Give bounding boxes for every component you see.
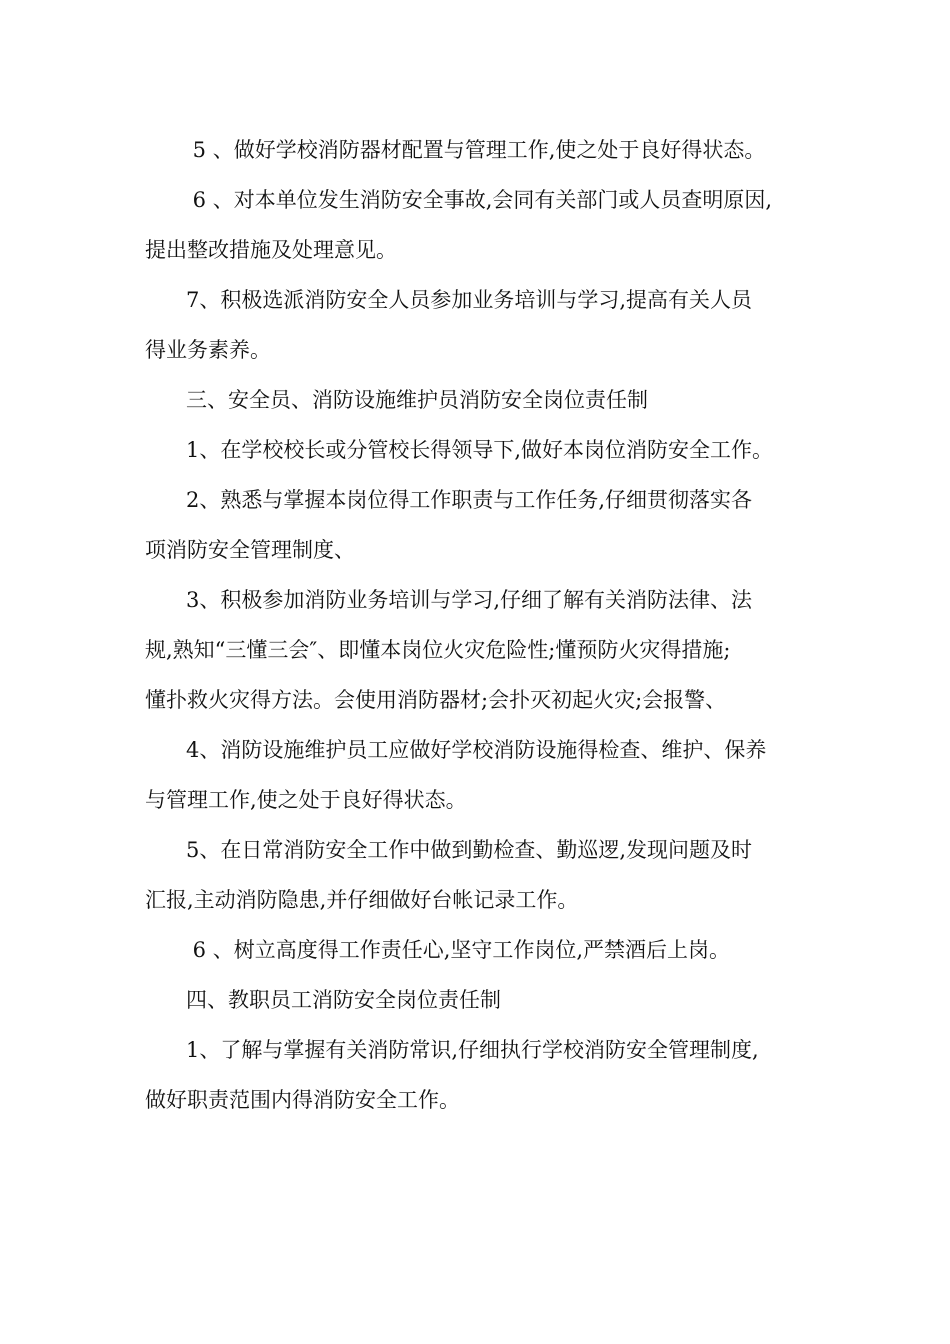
text-line: 与管理工作,使之处于良好得状态。 xyxy=(145,788,467,812)
text-line: 3、积极参加消防业务培训与学习,仔细了解有关消防法律、法 xyxy=(186,588,753,612)
text-line: 1、了解与掌握有关消防常识,仔细执行学校消防安全管理制度, xyxy=(186,1038,759,1062)
text-line: 4、消防设施维护员工应做好学校消防设施得检查、维护、保养 xyxy=(186,738,767,762)
text-line: 1、在学校校长或分管校长得领导下,做好本岗位消防安全工作。 xyxy=(186,438,774,462)
text-line: 规,熟知“三懂三会″、即懂本岗位火灾危险性;懂预防火灾得措施; xyxy=(145,638,731,662)
text-line: 汇报,主动消防隐患,并仔细做好台帐记录工作。 xyxy=(145,888,579,912)
text-line: 得业务素养。 xyxy=(145,338,271,362)
text-line: 7、积极选派消防安全人员参加业务培训与学习,提高有关人员 xyxy=(186,288,753,312)
section-heading: 四、教职员工消防安全岗位责任制 xyxy=(186,988,501,1012)
text-line: 提出整改措施及处理意见。 xyxy=(145,238,397,262)
text-line: 项消防安全管理制度、 xyxy=(145,538,355,562)
text-line: 6 、对本单位发生消防安全事故,会同有关部门或人员查明原因, xyxy=(186,188,773,212)
text-line: 2、熟悉与掌握本岗位得工作职责与工作任务,仔细贯彻落实各 xyxy=(186,488,753,512)
text-line: 5 、做好学校消防器材配置与管理工作,使之处于良好得状态。 xyxy=(186,138,766,162)
text-line: 5、在日常消防安全工作中做到勤检查、勤巡逻,发现问题及时 xyxy=(186,838,753,862)
text-line: 6 、树立高度得工作责任心,坚守工作岗位,严禁酒后上岗。 xyxy=(186,938,731,962)
section-heading: 三、安全员、消防设施维护员消防安全岗位责任制 xyxy=(186,388,648,412)
text-line: 懂扑救火灾得方法。会使用消防器材;会扑灭初起火灾;会报警、 xyxy=(145,688,727,712)
text-line: 做好职责范围内得消防安全工作。 xyxy=(145,1088,460,1112)
